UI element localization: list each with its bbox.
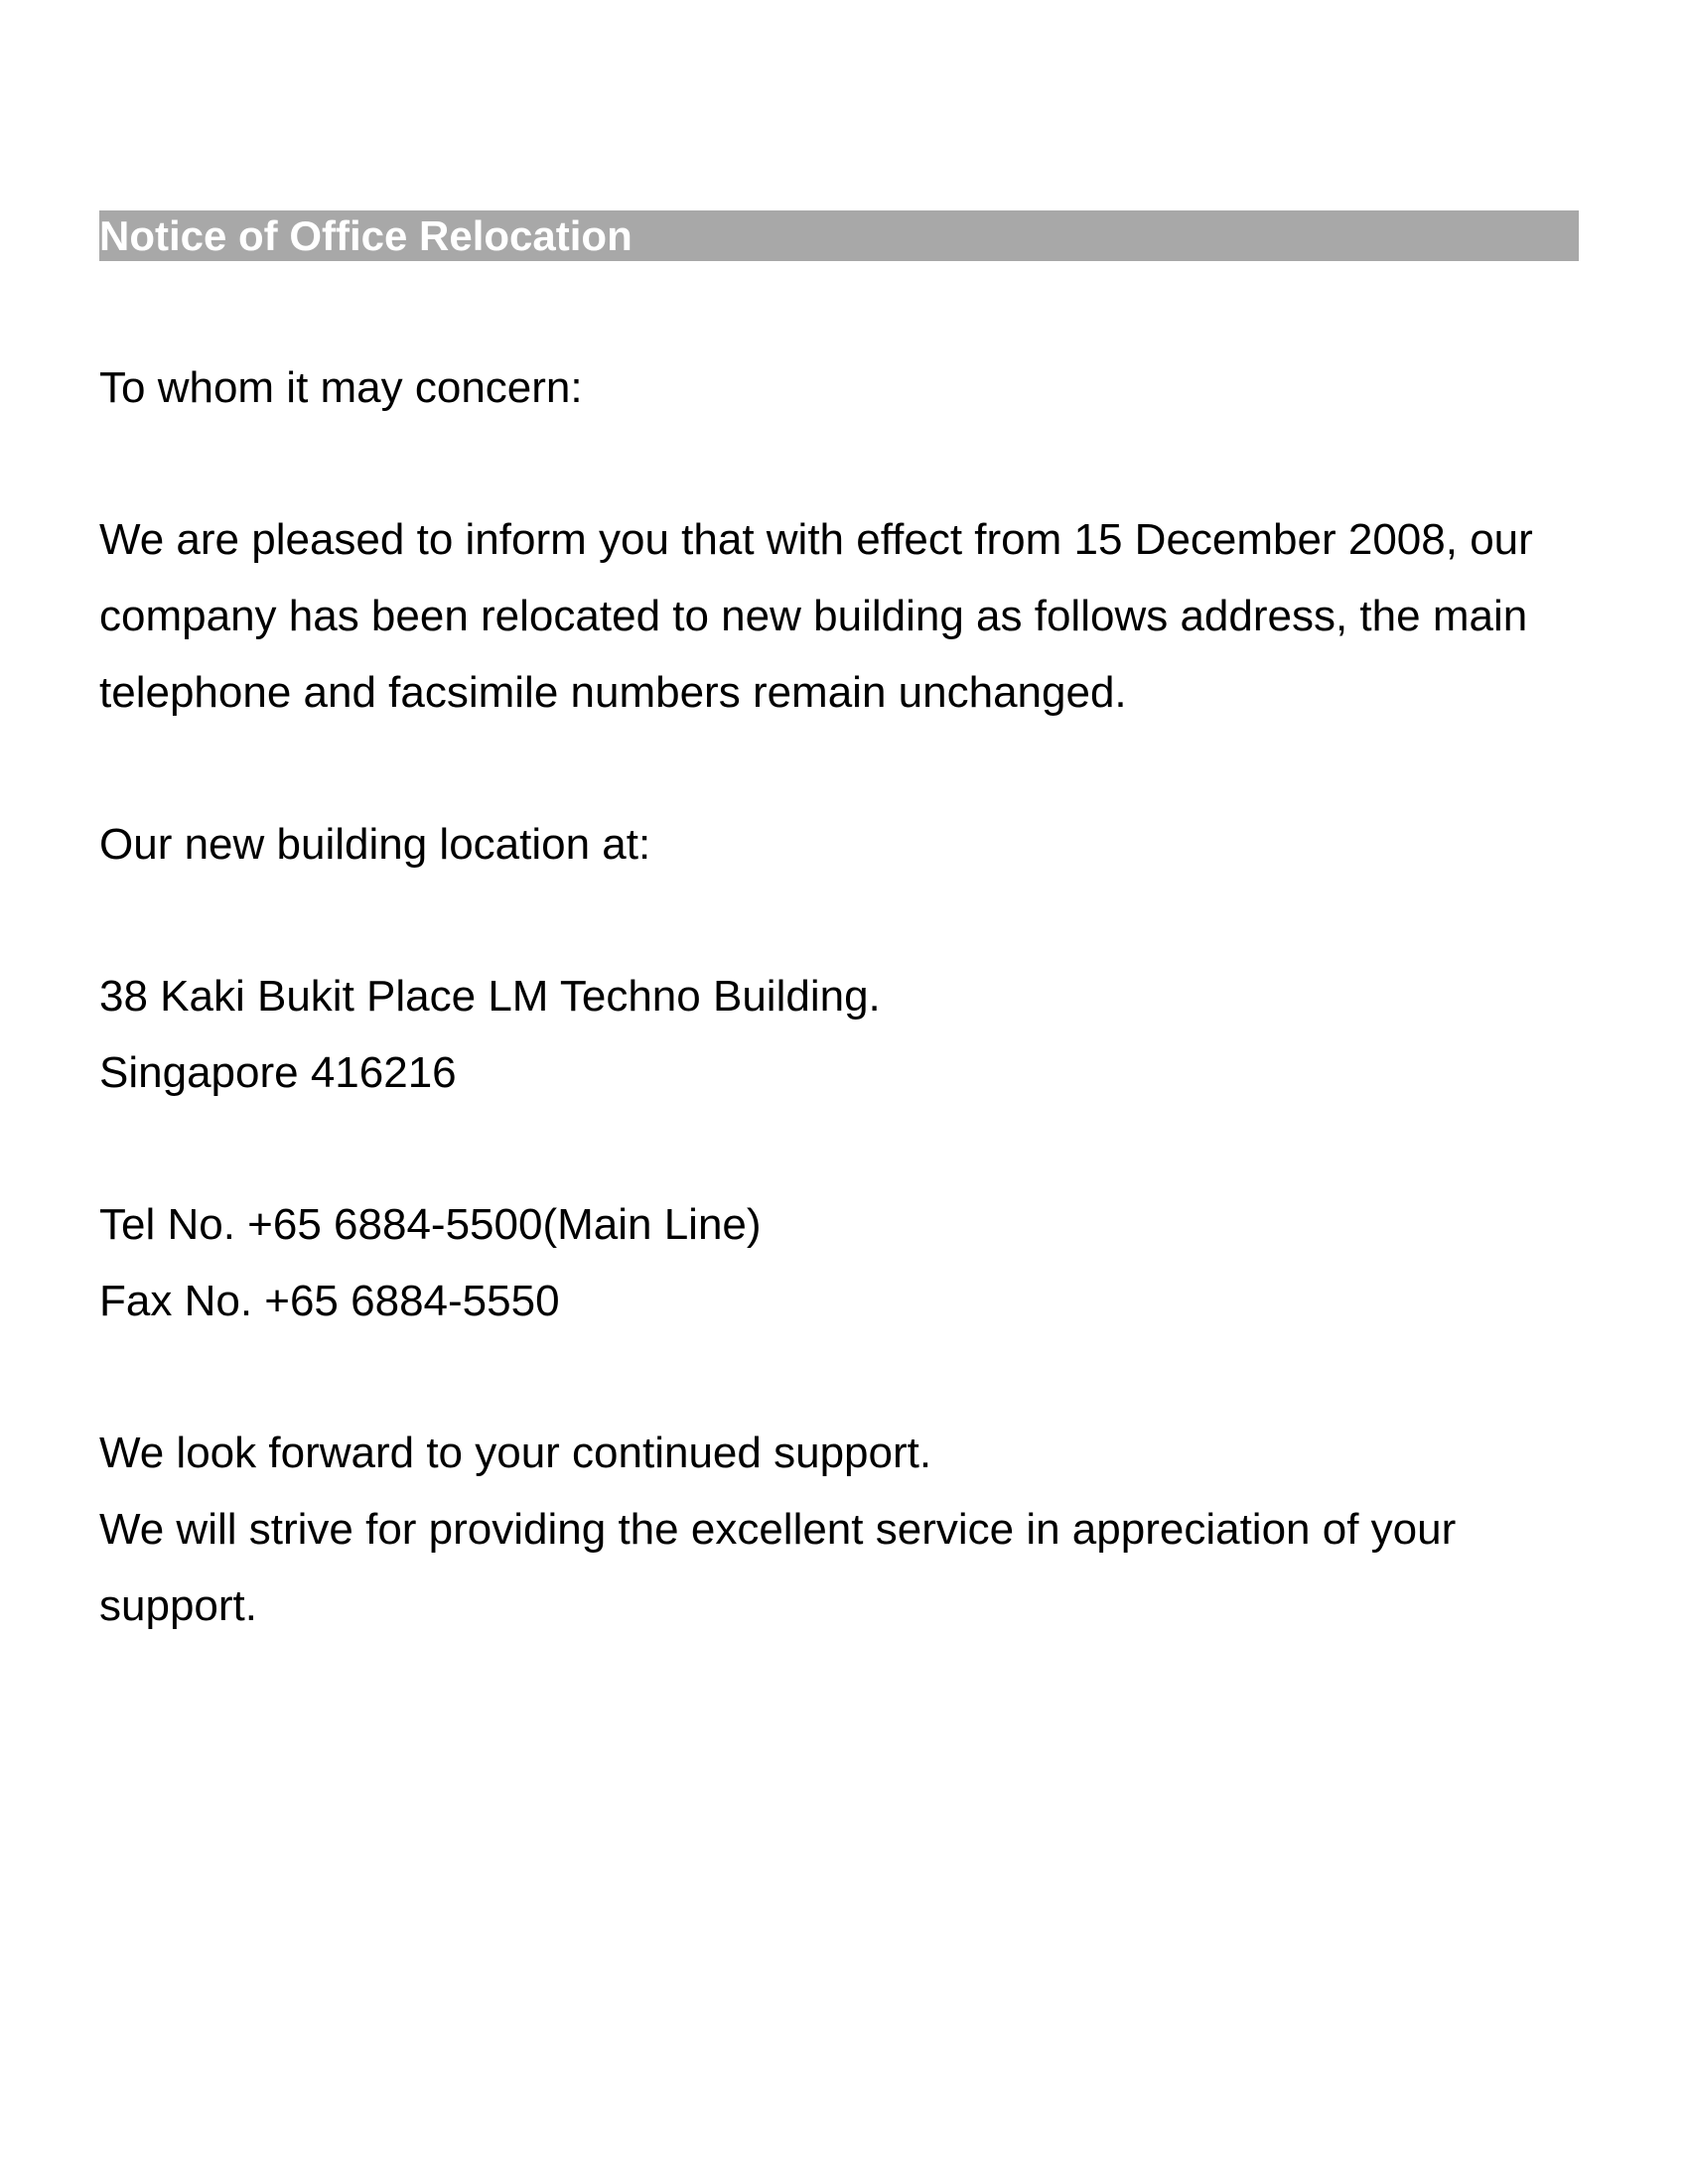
contact-block — [99, 1186, 1589, 1339]
intro-line: company has been relocated to new building as follows address, the main — [99, 592, 1528, 640]
salutation — [99, 349, 1589, 426]
tel-number: Tel No. +65 6884-5500(Main Line) — [99, 1200, 762, 1249]
intro-line: We are pleased to inform you that with effect from 15 December 2008, our — [99, 515, 1533, 564]
intro-line: telephone and facsimile numbers remain unchanged. — [99, 668, 1127, 717]
location-heading — [99, 806, 1589, 883]
location-heading-line: Our new building location at: — [99, 820, 651, 869]
closing-line: support. — [99, 1581, 257, 1630]
address-line: Singapore 416216 — [99, 1048, 457, 1097]
closing-line: We will strive for providing the excellent service in appreciation of your — [99, 1505, 1457, 1554]
closing-paragraph — [99, 1415, 1589, 1644]
address-line: 38 Kaki Bukit Place LM Techno Building. — [99, 972, 881, 1021]
title-banner — [99, 210, 1579, 261]
intro-paragraph — [99, 501, 1589, 731]
closing-line: We look forward to your continued support. — [99, 1429, 932, 1477]
fax-number: Fax No. +65 6884-5550 — [99, 1277, 560, 1325]
document-title: Notice of Office Relocation — [99, 212, 633, 259]
salutation-line: To whom it may concern: — [99, 363, 583, 412]
address-block — [99, 958, 1589, 1111]
